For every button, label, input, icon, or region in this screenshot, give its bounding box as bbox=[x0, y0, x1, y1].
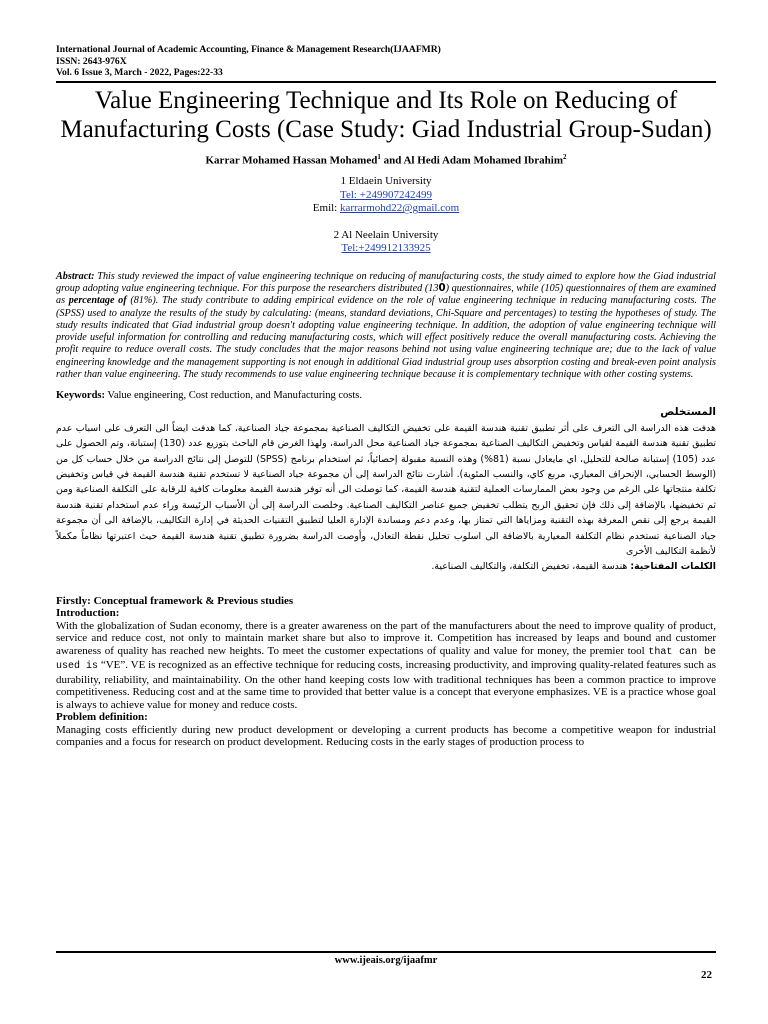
footer-rule bbox=[56, 951, 716, 953]
arabic-abstract-body: هدفت هذه الدراسة الى التعرف على أثر تطبيق تقنية هندسة القيمة على تخفيض التكاليف الصناعية بمجموعة جياد الصناعية، كما هدفت ايضاً الى التعرف على اسباب عدم تطبيق تقنية هندسة القيمة لقياس وتخفيض التكاليف الصناعية بمجموعة جياد الصناعية محل الدراسة، ولهذا الغرض قام الباحث بتوزيع عدد (130) إستبانة، وتم الحصول على عدد (105) إستبانة صالحة للتحليل، اي مايعادل نسبة (81%) وهذه النسبة مقبولة إحصائياً، ثم استخدام برنامج (SPSS) للتوصل إلى نتائج الدراسة من خلال حساب كل من (الوسط الحسابي، الإنحراف المعياري، مربع كاي، والنسب المئوية). أشارت نتائج الدراسة إلى أن مجموعة جياد الصناعية لا تستخدم تقنية هندسة القيمة في قياس وتخفيض تكلفة منتجاتها على الرغم من وجود بعض الممارسات العملية لتقنية هندسة القيمة، كما توصلت الى أنه توفر هندسة القيمة معلومات كافية للرقابة على التكلفة الصناعية ومن ثم تخفيضها، بالإضافة إلى ذلك فإن تحقيق الربح يتطلب تخفيض جميع عناصر التكاليف الصناعية. وخلصت الدراسة إلى أن الأسباب الرئيسة وراء عدم استخدام تقنية هندسة القيمة يرجع إلى نقص المعرفة بهذه التقنية ومزاياها التي تمتاز بها، وعدم دعم ومساندة الإدارة العليا لتطبيق التقنيات الحديثة في إدارة التكاليف، بالإضافة الى أن مجموعة جياد الصناعية تستخدم نظام التكلفة المعيارية بالاضافة الى اسلوب تحليل نقطة التعادل، وأوصت الدراسة بضرورة تطبيق تقنية هندسة القيمة حيث اعتبرتها نظاماً مكملاً لأنظمة التكاليف الأخرى bbox=[56, 422, 717, 557]
email-label: Emil: bbox=[312, 202, 340, 215]
intro-text-2: “VE”. VE is recognized as an effective technique for reducing costs, increasing productivity, and improving quality-related features such as durability, reliability, and maintainability. On the other hand keeping costs low with traditional techniques has been a common practice to improve competitiveness. Reducing cost and at the same time to provided that better value is a concept that everyone emphasizes. VE is a practice whose goal is always to achieve value for money and reduce costs. bbox=[56, 659, 717, 711]
paper-title: Value Engineering Technique and Its Role on Reducing of Manufacturing Costs (Case Study: Giad Industrial Group-Sudan) bbox=[60, 86, 712, 143]
page-footer bbox=[56, 951, 716, 981]
keywords bbox=[56, 390, 716, 401]
problem-definition-heading: Problem definition: bbox=[56, 711, 148, 724]
abstract-text-3: (81%). The study contribute to adding empirical evidence on the role of value engineering technique in reducing manufacturing costs. The (SPSS) used to analyze the results of the study by calculating: (means, standard deviations, Chi-Square and percentages) to testing the hypotheses of study. The study results indicated that Giad industrial group doesn't adopting value engineering technique. In addition, the adoption of value engineering technique will provide useful information for controlling and reducing manufacturing costs, which will effect positively reduce the overall manufacturing costs. Achieving the profit require to reduce overall costs. The study concludes that the major reasons behind not using value engineering technique are; due to the lack of value engineering knowledge and the management supporting is not enough in additional Giad industrial group uses absorption costing and break-even point analysis rather than value engineering. The study recommends to use value engineering technique because it is complementary technique with other costing systems. bbox=[56, 295, 716, 381]
abstract-label: Abstract: bbox=[56, 270, 95, 282]
header-rule bbox=[56, 81, 716, 83]
abstract bbox=[56, 271, 716, 382]
arabic-abstract-heading: المستخلص bbox=[660, 406, 716, 419]
arabic-keywords bbox=[56, 559, 716, 574]
affiliations bbox=[56, 175, 716, 256]
author-1-sup: 1 bbox=[377, 152, 381, 161]
author-line bbox=[56, 153, 716, 167]
abstract-zero: 0 bbox=[438, 282, 446, 294]
intro-text-1: With the globalization of Sudan economy, there is a greater awareness on the part of the manufacturers about the need to improve quality of product, service and reduce cost, not only to maintain market share but also to improve it. Competition has increased by leaps and bound and customer awareness of quality has reached new heights. To meet the customer expectations of quality and value for money, the premier tool bbox=[56, 619, 716, 657]
arabic-abstract bbox=[56, 405, 716, 574]
journal-header bbox=[56, 44, 716, 79]
arabic-keywords-text: هندسة القيمة، تخفيض التكلفة، والتكاليف الصناعية. bbox=[431, 561, 631, 573]
abstract-bold: percentage of bbox=[68, 295, 127, 307]
journal-issn: ISSN: 2643-976X bbox=[56, 55, 127, 67]
author-2: Al Hedi Adam Mohamed Ibrahim bbox=[403, 154, 563, 167]
page-number: 22 bbox=[701, 969, 712, 981]
section-heading-firstly: Firstly: Conceptual framework & Previous studies bbox=[56, 594, 294, 607]
footer-url[interactable]: www.ijeais.org/ijaafmr bbox=[334, 955, 438, 966]
arabic-keywords-label: الكلمات المفتاحية: bbox=[630, 561, 716, 573]
tel-1-link[interactable]: Tel: +249907242499 bbox=[340, 188, 432, 201]
keywords-text: Value engineering, Cost reduction, and Manufacturing costs. bbox=[105, 390, 362, 402]
affiliation-1: 1 Eldaein University bbox=[340, 175, 432, 188]
problem-definition-paragraph: Managing costs efficiently during new product development or developing a current products has become a competitive weapon for industrial companies and a focus for research on product development. Reducing costs in the early stages of production process to bbox=[56, 723, 716, 749]
intro-mono-text: that can be used is bbox=[56, 646, 716, 673]
affiliation-2: 2 Al Neelain University bbox=[333, 228, 439, 241]
journal-name: International Journal of Academic Accounting, Finance & Management Research(IJAAFMR) bbox=[56, 44, 441, 55]
tel-2-link[interactable]: Tel:+249912133925 bbox=[341, 242, 431, 255]
author-2-sup: 2 bbox=[562, 152, 567, 161]
keywords-label: Keywords: bbox=[56, 390, 105, 402]
email-link[interactable]: karrarmohd22@gmail.com bbox=[340, 202, 460, 215]
abstract-text-2: ) questionnaires, while (105) questionnaires of them are examined as bbox=[56, 282, 716, 307]
author-1: Karrar Mohamed Hassan Mohamed bbox=[205, 154, 378, 167]
author-and: and bbox=[380, 154, 404, 167]
paper-page bbox=[56, 44, 716, 749]
journal-volume: Vol. 6 Issue 3, March - 2022, Pages:22-33 bbox=[56, 67, 223, 78]
introduction-heading: Introduction: bbox=[56, 607, 120, 620]
introduction-paragraph bbox=[56, 620, 716, 712]
abstract-text-1: This study reviewed the impact of value engineering technique on reducing of manufacturing costs, the study aimed to explore how the Giad industrial group adopting value engineering technique. For this purpose the researchers distributed (13 bbox=[56, 270, 716, 294]
body-section bbox=[56, 595, 716, 749]
